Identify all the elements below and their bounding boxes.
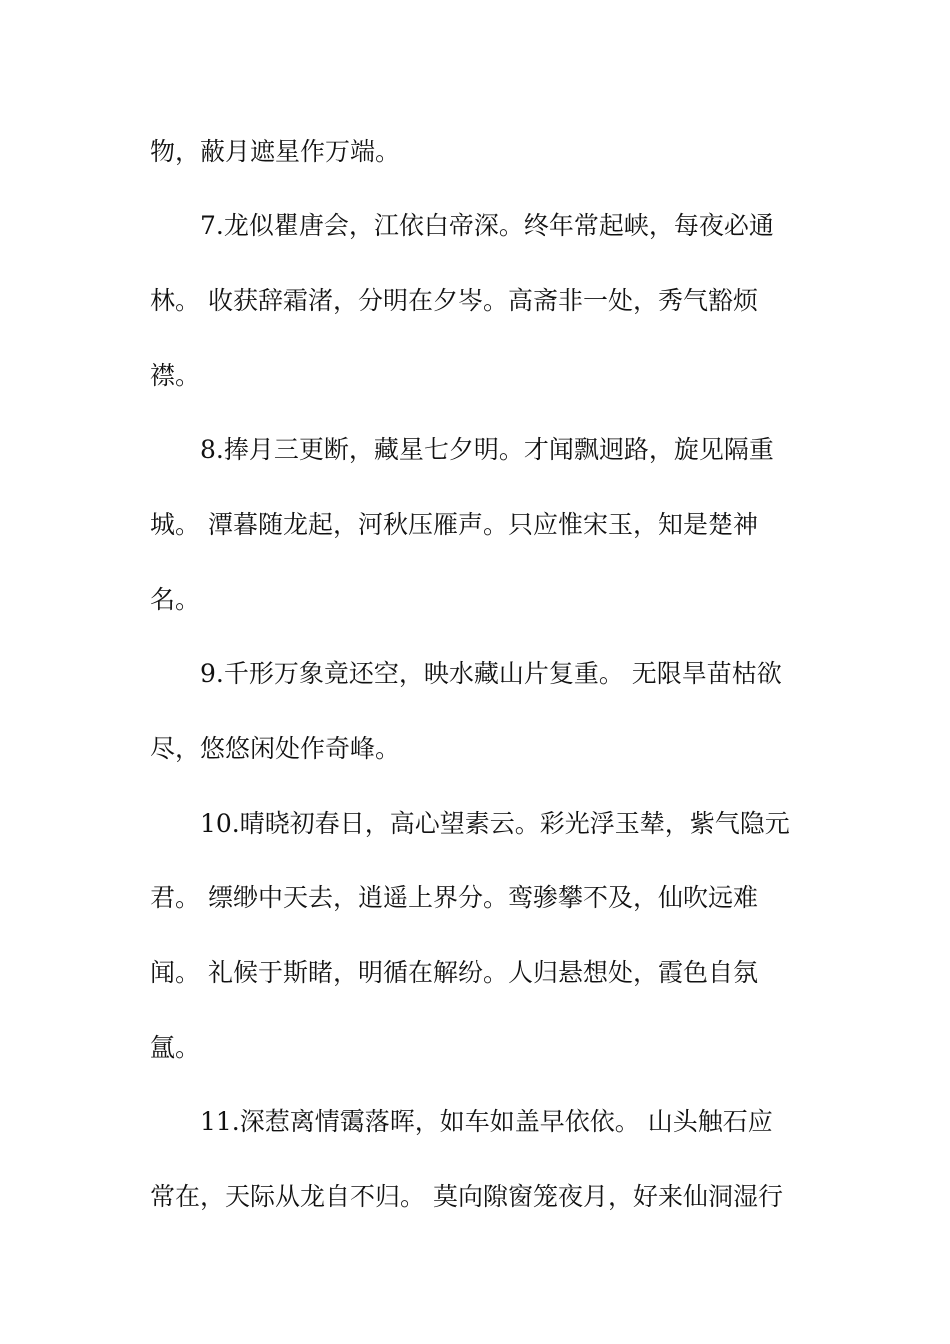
text-line: 襟。 xyxy=(150,361,201,390)
text-line: 闻。 礼候于斯睹，明循在解纷。人归悬想处，霞色自氛 xyxy=(150,958,758,987)
text-line: 林。 收获辞霜渚，分明在夕岑。高斋非一处，秀气豁烦 xyxy=(150,286,758,315)
text-line: 尽，悠悠闲处作奇峰。 xyxy=(150,734,401,763)
text-line: 11.深惹离情霭落晖，如车如盖早依依。 山头触石应 xyxy=(200,1107,773,1136)
text-line: 氲。 xyxy=(150,1033,201,1062)
text-line: 物，蔽月遮星作万端。 xyxy=(150,137,401,166)
text-line: 7.龙似瞿唐会，江依白帝深。终年常起峡，每夜必通 xyxy=(200,211,774,240)
text-line: 城。 潭暮随龙起，河秋压雁声。只应惟宋玉，知是楚神 xyxy=(150,510,758,539)
text-line: 9.千形万象竟还空，映水藏山片复重。 无限旱苗枯欲 xyxy=(200,659,782,688)
text-line: 君。 缥缈中天去，逍遥上界分。鸾骖攀不及，仙吹远难 xyxy=(150,883,758,912)
text-line: 10.晴晓初春日，高心望素云。彩光浮玉辇，紫气隐元 xyxy=(200,809,790,838)
text-line: 8.捧月三更断，藏星七夕明。才闻飘迥路，旋见隔重 xyxy=(200,435,774,464)
text-line: 常在，天际从龙自不归。 莫向隙窗笼夜月，好来仙洞湿行 xyxy=(150,1182,783,1211)
text-line: 名。 xyxy=(150,585,201,614)
